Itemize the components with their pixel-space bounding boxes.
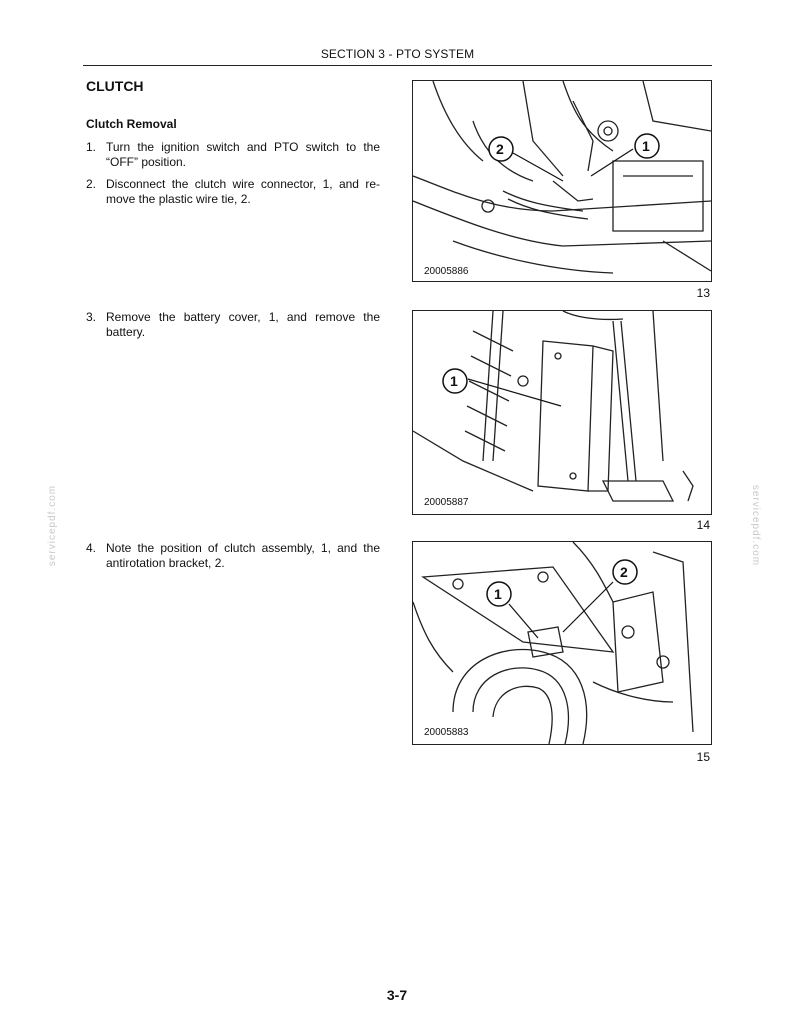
step-number: 1.	[86, 140, 97, 154]
page-title: CLUTCH	[86, 78, 144, 94]
watermark-left: servicepdf.com	[47, 484, 59, 567]
header-rule	[83, 65, 712, 66]
page-number: 3-7	[386, 987, 408, 1003]
figure-14-number: 14	[696, 518, 710, 532]
step-text: Remove the battery cover, 1, and remove the battery.	[106, 310, 380, 339]
step-number: 4.	[86, 541, 97, 555]
figure-15-callout-1: 1	[494, 586, 502, 602]
figure-13-number: 13	[696, 286, 710, 300]
step-4	[86, 541, 380, 571]
clutch-connector-illustration	[413, 81, 711, 281]
figure-15-number: 15	[696, 750, 710, 764]
step-text: Turn the ignition switch and PTO switch to the “OFF” position.	[106, 140, 380, 169]
step-number: 3.	[86, 310, 97, 324]
figure-14-image	[412, 310, 712, 515]
watermark-right: servicepdf.com	[749, 484, 761, 567]
step-1	[86, 140, 380, 170]
figure-15-code: 20005883	[424, 727, 469, 738]
figure-13-image	[412, 80, 712, 282]
figure-14-callout-1: 1	[450, 373, 458, 389]
step-number: 2.	[86, 177, 97, 191]
clutch-assembly-illustration	[413, 542, 711, 744]
section-header: SECTION 3 - PTO SYSTEM	[320, 47, 475, 61]
step-3	[86, 310, 380, 340]
step-text: Disconnect the clutch wire connector, 1, and re-move the plastic wire tie, 2.	[106, 177, 380, 206]
figure-13-code: 20005886	[424, 266, 469, 277]
figure-13-callout-2: 2	[496, 141, 504, 157]
figure-14-code: 20005887	[424, 497, 469, 508]
figure-15-image	[412, 541, 712, 745]
step-text: Note the position of clutch assembly, 1, and the antirotation bracket, 2.	[106, 541, 380, 570]
figure-13-callout-1: 1	[642, 138, 650, 154]
step-2	[86, 177, 380, 207]
subsection-title: Clutch Removal	[86, 117, 177, 131]
battery-cover-illustration	[413, 311, 711, 514]
figure-15-callout-2: 2	[620, 564, 628, 580]
